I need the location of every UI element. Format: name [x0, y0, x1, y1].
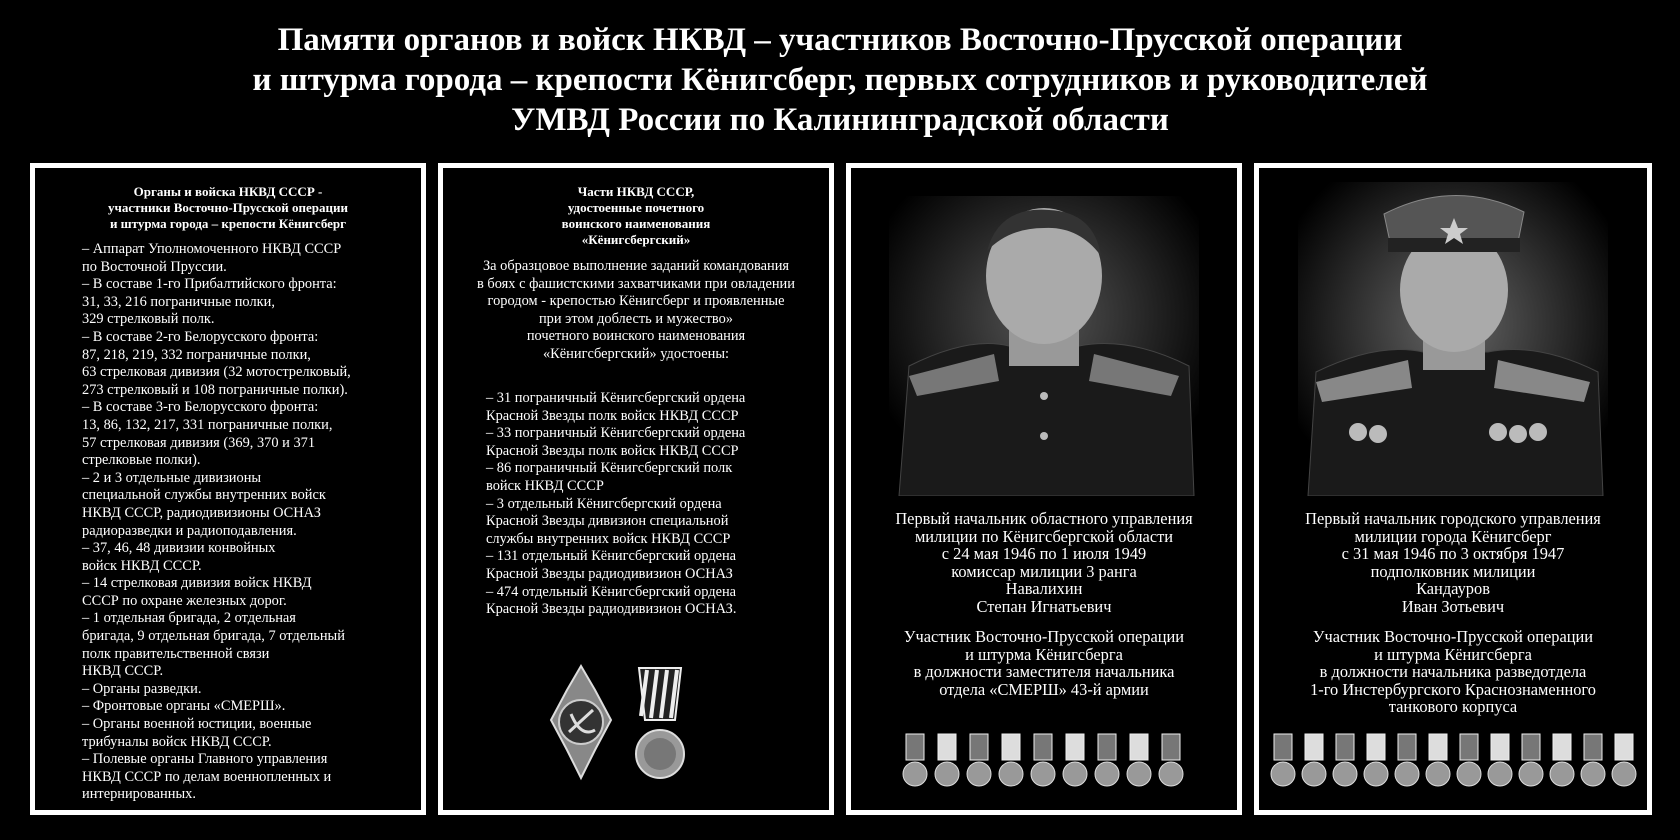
medal-ribbon-icon	[1460, 734, 1478, 760]
list-item: – 14 стрелковая дивизия войск НКВД	[82, 575, 312, 592]
medal-icon	[967, 762, 991, 786]
list-item: Красной Звезды радиодивизион ОСНАЗ	[486, 565, 733, 582]
list-item: радиоразведки и радиоподавления.	[82, 522, 297, 539]
list-item: 13, 86, 132, 217, 331 пограничные полки,	[82, 416, 333, 433]
medal-ribbon-icon	[1491, 734, 1509, 760]
medal-row-icon	[1271, 734, 1636, 786]
list-item: по Восточной Пруссии.	[82, 258, 227, 275]
victory-medal-icon	[636, 668, 684, 778]
intro-line: «Кёнигсбергский» удостоены:	[542, 345, 730, 362]
panel-1-list	[82, 241, 351, 804]
intro-line: почетного воинского наименования	[526, 328, 746, 345]
caption-line: Навалихин	[1005, 579, 1083, 598]
medal-ribbon-icon	[1305, 734, 1323, 760]
caption-navalikhin-position	[851, 510, 1237, 615]
intro-line: при этом доблесть и мужество»	[538, 310, 733, 327]
intro-line: в боях с фашистскими захватчиками при овладении	[477, 275, 795, 292]
page-title	[0, 20, 1680, 140]
panel-1-heading-line: и штурма города – крепости Кёнигсберг	[109, 216, 347, 231]
medal-ribbon-icon	[1034, 734, 1052, 760]
list-item: – В составе 3-го Белорусского фронта:	[82, 399, 319, 416]
caption-line: комиссар милиции 3 ранга	[951, 561, 1137, 581]
caption-line: отдела «СМЕРШ» 43-й армии	[939, 679, 1149, 699]
panel-2-heading	[443, 184, 829, 248]
caption-navalikhin-service	[851, 628, 1237, 698]
medal-ribbon-icon	[1336, 734, 1354, 760]
medal-icon	[1063, 762, 1087, 786]
caption-line: с 31 мая 1946 по 3 октября 1947	[1341, 544, 1565, 563]
title-line-3: УМВД России по Калининградской области	[511, 102, 1169, 138]
medal-icon	[1612, 762, 1636, 786]
panel-1-heading-line: участники Восточно-Прусской операции	[108, 200, 348, 215]
list-item: – 86 пограничный Кёнигсбергский полк	[486, 460, 733, 477]
list-item: – Органы разведки.	[82, 680, 202, 697]
caption-line: Участник Восточно-Прусской операции	[903, 627, 1185, 646]
title-line-2: и штурма города – крепости Кёнигсберг, первых сотрудников и руководителей	[252, 62, 1428, 98]
medal-icon	[1519, 762, 1543, 786]
list-item: СССР по охране железных дорог.	[82, 592, 287, 609]
panel-2-heading-line: Части НКВД СССР,	[577, 184, 695, 199]
medal-ribbon-icon	[1162, 734, 1180, 760]
medal-icon	[1488, 762, 1512, 786]
panel-kandaurov	[1254, 163, 1652, 815]
panel-nkvd-participants	[30, 163, 426, 815]
medal-icon	[1271, 762, 1295, 786]
list-item: бригада, 9 отдельная бригада, 7 отдельный	[82, 628, 345, 645]
list-item: – 131 отдельный Кёнигсбергский ордена	[486, 548, 737, 565]
portrait-kandaurov	[1298, 182, 1608, 496]
caption-kandaurov-position	[1259, 510, 1647, 615]
list-item: НКВД СССР, радиодивизионы ОСНАЗ	[82, 504, 321, 521]
list-item: 31, 33, 216 пограничные полки,	[82, 293, 275, 310]
list-item: Красной Звезды полк войск НКВД СССР	[486, 407, 739, 424]
panel-navalikhin	[846, 163, 1242, 815]
medal-icon	[1550, 762, 1574, 786]
medal-ribbon-icon	[970, 734, 988, 760]
caption-line: Первый начальник городского управления	[1305, 509, 1601, 528]
list-item: – 474 отдельный Кёнигсбергский ордена	[486, 583, 737, 600]
caption-line: танкового корпуса	[1388, 697, 1518, 716]
medal-icon	[1095, 762, 1119, 786]
panel-1-heading	[35, 184, 421, 232]
list-item: стрелковые полки).	[82, 452, 201, 469]
title-line-1: Памяти органов и войск НКВД – участников Восточно-Прусской операции	[277, 22, 1403, 58]
portrait-navalikhin	[889, 196, 1199, 496]
list-item: – Органы военной юстиции, военные	[82, 716, 312, 733]
list-item: – 31 пограничный Кёнигсбергский ордена	[486, 390, 746, 406]
medal-icon	[1426, 762, 1450, 786]
list-item: войск НКВД СССР.	[82, 557, 202, 574]
list-item: 273 стрелковый и 108 пограничные полки).	[82, 381, 348, 398]
medal-icon	[999, 762, 1023, 786]
list-item: полк правительственной связи	[82, 645, 270, 662]
medal-icon	[1395, 762, 1419, 786]
list-item: – В составе 2-го Белорусского фронта:	[82, 328, 319, 345]
honored-chekist-badge-icon	[551, 666, 611, 778]
caption-line: в должности заместителя начальника	[913, 662, 1175, 681]
medal-row-icon	[903, 734, 1183, 786]
medal-ribbon-icon	[1522, 734, 1540, 760]
panel-2-heading-line: воинского наименования	[561, 216, 711, 231]
caption-line: подполковник милиции	[1370, 561, 1536, 581]
list-item: 87, 218, 219, 332 пограничные полки,	[82, 346, 311, 363]
list-item: специальной службы внутренних войск	[82, 487, 326, 504]
list-item: – 1 отдельная бригада, 2 отдельная	[82, 610, 296, 627]
medal-ribbon-icon	[1615, 734, 1633, 760]
panel-2-intro	[443, 258, 829, 364]
medal-ribbon-icon	[1398, 734, 1416, 760]
medal-ribbon-icon	[1130, 734, 1148, 760]
medal-ribbon-icon	[938, 734, 956, 760]
medal-icon	[1364, 762, 1388, 786]
medal-ribbon-icon	[1553, 734, 1571, 760]
caption-line: Степан Игнатьевич	[976, 596, 1112, 616]
medal-icon	[1302, 762, 1326, 786]
panel-3-awards	[851, 728, 1237, 798]
panel-2-heading-line: удостоенные почетного	[567, 200, 705, 215]
caption-line: и штурма Кёнигсберга	[1374, 644, 1532, 664]
medal-ribbon-icon	[1429, 734, 1447, 760]
list-item: Красной Звезды дивизион специальной	[486, 513, 729, 530]
list-item: Красной Звезды радиодивизион ОСНАЗ.	[486, 601, 737, 618]
medal-ribbon-icon	[1002, 734, 1020, 760]
medal-ribbon-icon	[1367, 734, 1385, 760]
list-item: войск НКВД СССР	[486, 477, 604, 494]
caption-line: Кандауров	[1416, 579, 1490, 598]
caption-line: Иван Зотьевич	[1401, 596, 1505, 616]
medal-ribbon-icon	[1098, 734, 1116, 760]
medal-icon	[1333, 762, 1357, 786]
list-item: – Фронтовые органы «СМЕРШ».	[82, 698, 286, 715]
medal-icon	[903, 762, 927, 786]
list-item: НКВД СССР по делам военнопленных и	[82, 768, 332, 785]
caption-line: 1-го Инстербургского Краснознаменного	[1310, 679, 1596, 699]
medal-icon	[1127, 762, 1151, 786]
medal-icon	[935, 762, 959, 786]
caption-kandaurov-service	[1259, 628, 1647, 716]
panel-2-list	[486, 390, 745, 619]
medal-icon	[1031, 762, 1055, 786]
list-item: – Полевые органы Главного управления	[82, 751, 328, 768]
list-item: – 3 отдельный Кёнигсбергский ордена	[486, 495, 722, 512]
list-item: интернированных.	[82, 786, 196, 803]
medal-ribbon-icon	[1274, 734, 1292, 760]
intro-line: городом - крепостью Кёнигсберг и проявленные	[487, 293, 785, 310]
list-item: 57 стрелковая дивизия (369, 370 и 371	[82, 434, 316, 451]
list-item: 63 стрелковая дивизия (32 мотострелковый,	[82, 364, 351, 381]
panel-4-awards	[1259, 728, 1647, 798]
caption-line: милиции по Кёнигсбергской области	[914, 526, 1174, 546]
caption-line: милиции города Кёнигсберг	[1354, 526, 1552, 546]
list-item: Красной Звезды полк войск НКВД СССР	[486, 442, 739, 459]
caption-line: в должности начальника разведотдела	[1319, 662, 1587, 681]
caption-line: с 24 мая 1946 по 1 июля 1949	[941, 544, 1147, 563]
list-item: НКВД СССР.	[82, 663, 164, 680]
panel-konigsberg-units	[438, 163, 834, 815]
panel-2-awards	[443, 660, 829, 790]
list-item: – 37, 46, 48 дивизии конвойных	[82, 540, 276, 557]
medal-ribbon-icon	[906, 734, 924, 760]
intro-line: За образцовое выполнение заданий командования	[482, 258, 790, 274]
list-item: 329 стрелковый полк.	[82, 311, 215, 328]
list-item: трибуналы войск НКВД СССР.	[82, 733, 272, 750]
caption-line: Участник Восточно-Прусской операции	[1312, 627, 1594, 646]
medal-icon	[1457, 762, 1481, 786]
caption-line: Первый начальник областного управления	[895, 509, 1193, 528]
medal-icon	[1159, 762, 1183, 786]
caption-line: и штурма Кёнигсберга	[965, 644, 1123, 664]
list-item: службы внутренних войск НКВД СССР	[486, 530, 731, 547]
medal-icon	[1581, 762, 1605, 786]
panel-1-heading-line: Органы и войска НКВД СССР -	[133, 184, 323, 199]
medal-ribbon-icon	[1066, 734, 1084, 760]
list-item: – 2 и 3 отдельные дивизионы	[82, 469, 262, 486]
medal-ribbon-icon	[1584, 734, 1602, 760]
panel-2-heading-line: «Кёнигсбергский»	[581, 232, 691, 247]
list-item: – В составе 1-го Прибалтийского фронта:	[82, 276, 337, 293]
list-item: – Аппарат Уполномоченного НКВД СССР	[82, 241, 342, 257]
list-item: – 33 пограничный Кёнигсбергский ордена	[486, 425, 746, 442]
